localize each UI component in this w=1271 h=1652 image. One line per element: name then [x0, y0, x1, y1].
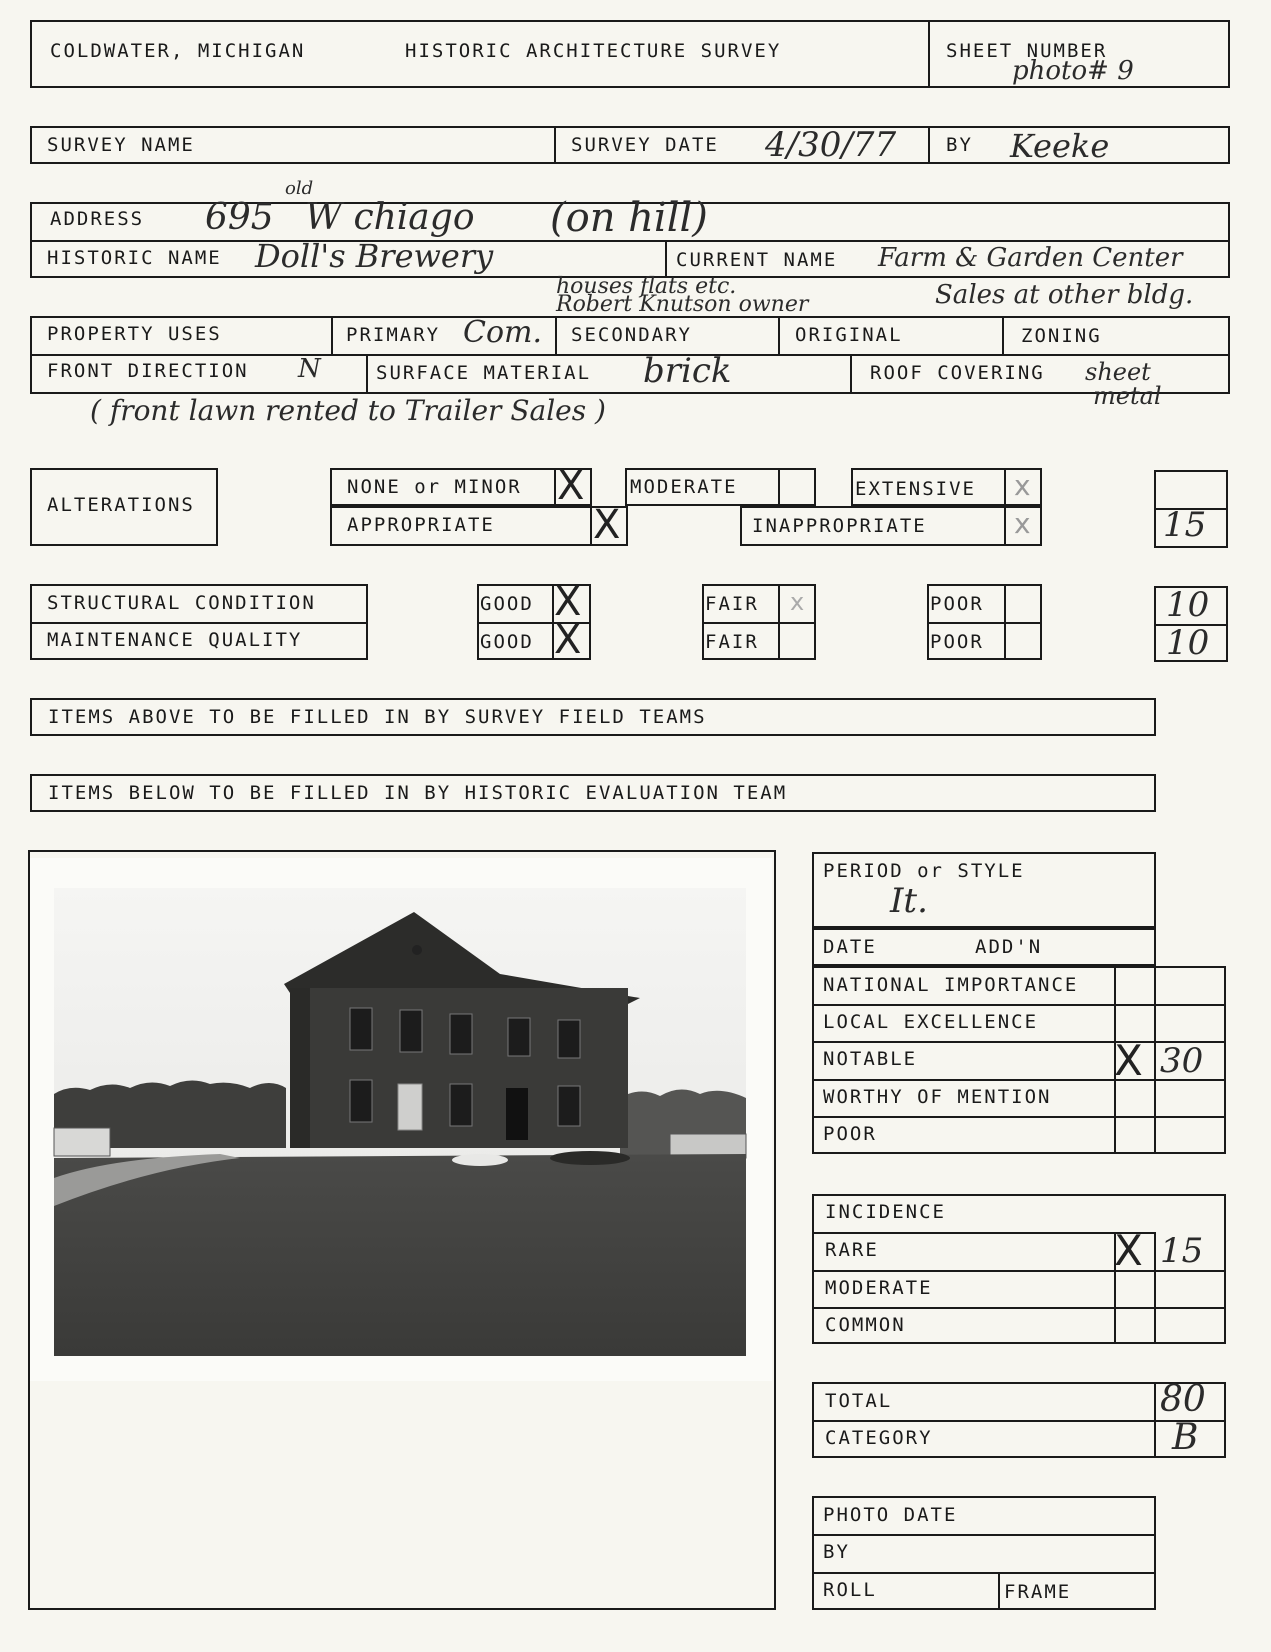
notable-label: NOTABLE: [823, 1048, 918, 1070]
date-label: DATE: [823, 936, 877, 958]
total-value: 80: [1160, 1379, 1206, 1420]
address-number: 695: [205, 197, 274, 238]
roof-covering-value-2: metal: [1093, 382, 1162, 410]
local-excellence-label: LOCAL EXCELLENCE: [823, 1011, 1039, 1033]
structural-fair-check[interactable]: x: [790, 588, 805, 616]
maintenance-fair-label: FAIR: [705, 631, 759, 653]
alt-extensive-label: EXTENSIVE: [855, 478, 976, 500]
alt-extensive-check[interactable]: x: [1014, 469, 1031, 502]
roof-covering-value-1: sheet: [1085, 358, 1151, 386]
category-value: B: [1172, 1417, 1199, 1458]
common-label: COMMON: [825, 1314, 906, 1336]
incidence-moderate-label: MODERATE: [825, 1277, 933, 1299]
structural-score: 10: [1166, 585, 1210, 625]
rare-score: 15: [1160, 1231, 1204, 1271]
address-street: W chiago: [305, 197, 475, 238]
names-note-line1: houses flats etc.: [556, 274, 737, 299]
worthy-label: WORTHY OF MENTION: [823, 1086, 1052, 1108]
survey-name-label: SURVEY NAME: [47, 134, 195, 156]
survey-date-value: 4/30/77: [765, 125, 897, 165]
period-label: PERIOD or STYLE: [823, 860, 1025, 882]
photo-by-label: BY: [823, 1541, 850, 1563]
survey-date-label: SURVEY DATE: [571, 134, 719, 156]
secondary-label: SECONDARY: [571, 324, 692, 346]
items-below-text: ITEMS BELOW TO BE FILLED IN BY HISTORIC EVALUATION TEAM: [48, 782, 788, 804]
surface-material-label: SURFACE MATERIAL: [376, 362, 592, 384]
frame-label: FRAME: [1004, 1581, 1072, 1603]
property-uses-label: PROPERTY USES: [47, 323, 222, 345]
structural-poor-label: POOR: [930, 593, 984, 615]
rare-label: RARE: [825, 1239, 879, 1261]
alt-appropriate-label: APPROPRIATE: [347, 514, 495, 536]
total-label: TOTAL: [825, 1390, 893, 1412]
names-note-right: Sales at other bldg.: [935, 280, 1194, 310]
original-label: ORIGINAL: [795, 324, 903, 346]
roll-label: ROLL: [823, 1579, 877, 1601]
primary-label: PRIMARY: [346, 324, 441, 346]
building-photo: [30, 858, 772, 1381]
current-name-label: CURRENT NAME: [676, 249, 838, 271]
notable-score: 30: [1160, 1041, 1204, 1081]
addn-label: ADD'N: [975, 936, 1043, 958]
current-name-value: Farm & Garden Center: [878, 243, 1183, 273]
notable-check[interactable]: X: [1114, 1036, 1143, 1085]
lawn-note: ( front lawn rented to Trailer Sales ): [90, 394, 606, 427]
evaluation-poor-label: POOR: [823, 1123, 877, 1145]
alt-inappropriate-label: INAPPROPRIATE: [752, 515, 927, 537]
maintenance-quality-label: MAINTENANCE QUALITY: [47, 629, 303, 651]
address-label: ADDRESS: [50, 208, 145, 230]
rare-check[interactable]: X: [1114, 1226, 1143, 1275]
structural-good-label: GOOD: [480, 593, 534, 615]
period-value: It.: [890, 881, 928, 921]
survey-by-value: Keeke: [1010, 127, 1110, 165]
alterations-label: ALTERATIONS: [47, 494, 195, 516]
historic-name-value: Doll's Brewery: [255, 237, 494, 275]
sheet-number-value: photo# 9: [1012, 56, 1134, 86]
surface-material-value: brick: [643, 351, 732, 391]
national-importance-label: NATIONAL IMPORTANCE: [823, 974, 1079, 996]
alt-inappropriate-check[interactable]: x: [1014, 507, 1031, 540]
sheet-number-label: SHEET NUMBER: [946, 40, 1108, 62]
alt-score: 15: [1163, 505, 1207, 545]
alt-none-check[interactable]: X: [557, 463, 585, 509]
alt-moderate-label: MODERATE: [630, 476, 738, 498]
maintenance-score: 10: [1166, 623, 1210, 663]
maintenance-good-check[interactable]: X: [554, 617, 582, 663]
address-caret-note: old: [285, 178, 314, 199]
structural-condition-label: STRUCTURAL CONDITION: [47, 592, 316, 614]
photo-date-label: PHOTO DATE: [823, 1504, 958, 1526]
alt-none-label: NONE or MINOR: [347, 476, 522, 498]
alt-appropriate-check[interactable]: X: [593, 502, 621, 548]
maintenance-poor-label: POOR: [930, 631, 984, 653]
maintenance-good-label: GOOD: [480, 631, 534, 653]
address-note: (on hill): [550, 195, 708, 241]
category-label: CATEGORY: [825, 1427, 933, 1449]
zoning-label: ZONING: [1021, 325, 1102, 347]
structural-good-check[interactable]: X: [554, 579, 582, 625]
structural-fair-label: FAIR: [705, 593, 759, 615]
city-label: COLDWATER, MICHIGAN: [50, 40, 306, 62]
primary-value: Com.: [463, 315, 542, 350]
roof-covering-label: ROOF COVERING: [870, 362, 1045, 384]
historic-name-label: HISTORIC NAME: [47, 247, 222, 269]
items-above-text: ITEMS ABOVE TO BE FILLED IN BY SURVEY FIELD TEAMS: [48, 706, 707, 728]
names-note-line2: Robert Knutson owner: [556, 292, 809, 317]
survey-title: HISTORIC ARCHITECTURE SURVEY: [405, 40, 782, 62]
incidence-label: INCIDENCE: [825, 1201, 946, 1223]
front-direction-label: FRONT DIRECTION: [47, 360, 249, 382]
front-direction-value: N: [298, 354, 321, 384]
survey-by-label: BY: [946, 134, 973, 156]
